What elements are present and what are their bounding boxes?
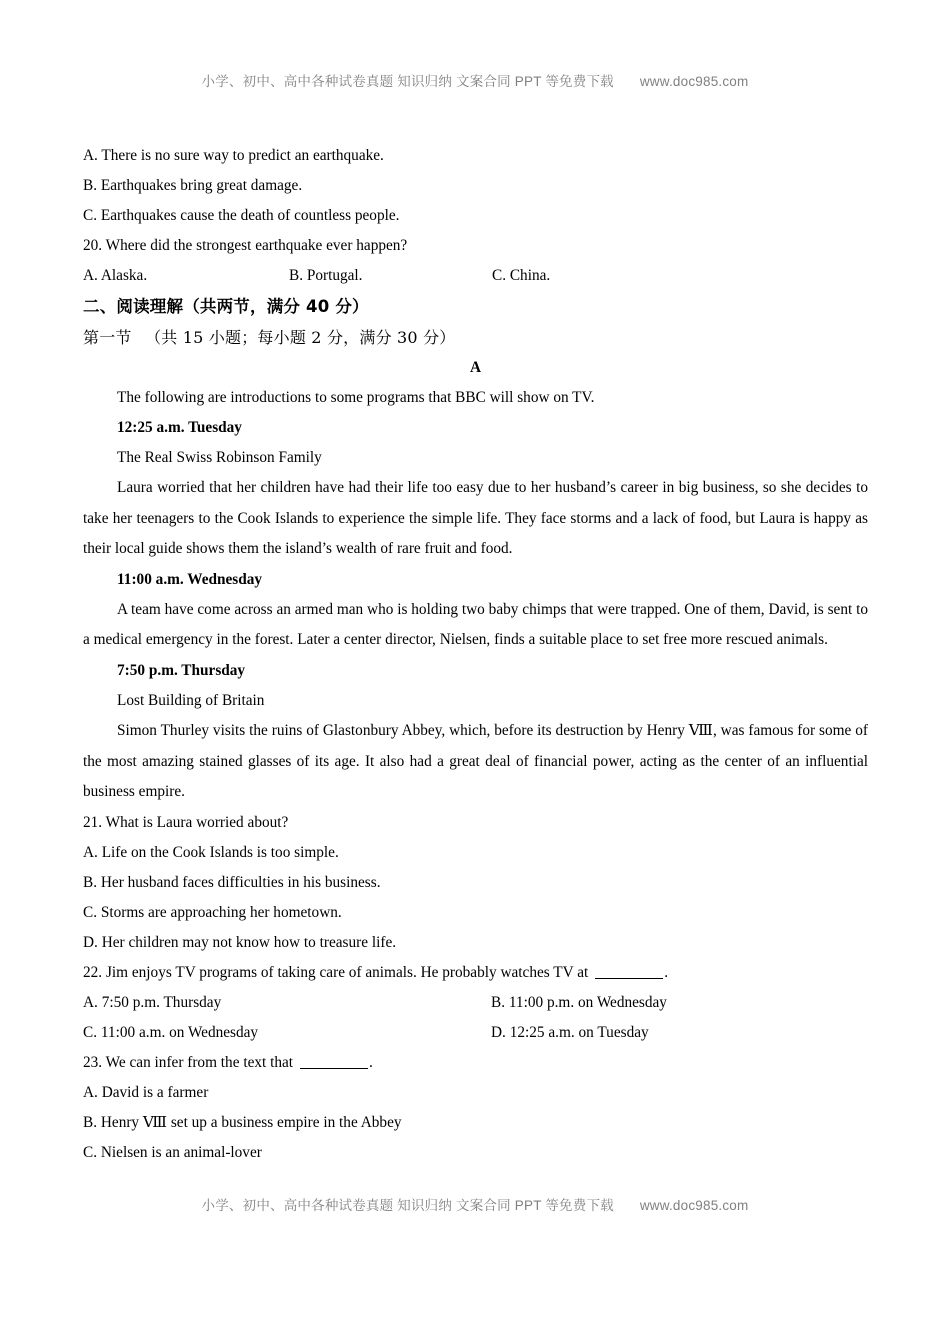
question-stem-21: 21. What is Laura worried about? (83, 813, 289, 831)
program-time-2: 11:00 a.m. Wednesday (117, 570, 263, 588)
option-a: A. 7:50 p.m. Thursday (83, 993, 222, 1011)
program-title-1: The Real Swiss Robinson Family (117, 449, 322, 466)
option-line: C. Storms are approaching her hometown. (83, 903, 342, 921)
watermark-footer (0, 1194, 950, 1214)
option-line: D. Her children may not know how to treasure life. (83, 933, 397, 951)
option-b: B. 11:00 p.m. on Wednesday (491, 993, 667, 1011)
answer-blank-23 (300, 1068, 368, 1069)
passage-label: A (469, 359, 482, 376)
question-stem-22-period: . (664, 963, 669, 981)
program-body-3: Simon Thurley visits the ruins of Glastonbury Abbey, which, before its destruction by Henry Ⅷ, was famous for some of the most amazing stained glasses of its age. It also had a great deal of financial power, acting as the center of an influential business empire. (83, 721, 868, 801)
option-row-22-cd (83, 1018, 868, 1048)
watermark-header-text: 小学、初中、高中各种试卷真题 知识归纳 文案合同 PPT 等免费下载 (201, 74, 614, 89)
program-body-1: Laura worried that her children have had their life too easy due to her husband’s career in big business, so she decides to take her teenagers to the Cook Islands to experience the simple life. They face storms and a lack of food, but Laura is happy as their local guide shows them the island’s wealth of rare fruit and food. (83, 479, 868, 558)
option-row-22-ab (83, 988, 868, 1018)
program-time-3: 7:50 p.m. Thursday (117, 661, 246, 679)
watermark-header (0, 70, 950, 90)
option-line: C. Earthquakes cause the death of countless people. (83, 207, 400, 224)
document-body (83, 141, 868, 1168)
option-line: A. Life on the Cook Islands is too simple. (83, 843, 339, 861)
option-c: C. China. (492, 267, 551, 284)
watermark-footer-url: www.doc985.com (639, 1198, 749, 1213)
option-a: A. Alaska. (83, 267, 148, 284)
option-line: B. Earthquakes bring great damage. (83, 177, 303, 194)
section-subheading: 第一节 （共 15 小题；每小题 2 分，满分 30 分） (83, 328, 456, 347)
question-stem-22-text: 22. Jim enjoys TV programs of taking care of animals. He probably watches TV at (83, 963, 589, 981)
section-heading: 二、阅读理解（共两节，满分 40 分） (83, 297, 369, 316)
question-stem-23-text: 23. We can infer from the text that (83, 1053, 294, 1071)
watermark-header-url: www.doc985.com (639, 74, 749, 89)
question-stem-23 (83, 1048, 868, 1078)
question-stem-22 (83, 958, 868, 988)
program-time-1: 12:25 a.m. Tuesday (117, 419, 242, 436)
option-line: C. Nielsen is an animal-lover (83, 1143, 262, 1161)
option-c: C. 11:00 a.m. on Wednesday (83, 1023, 259, 1041)
option-line: B. Henry Ⅷ set up a business empire in the Abbey (83, 1113, 402, 1131)
question-stem-20: 20. Where did the strongest earthquake ever happen? (83, 237, 408, 254)
option-line: A. David is a farmer (83, 1083, 209, 1101)
program-title-3: Lost Building of Britain (117, 691, 265, 709)
answer-blank-22 (595, 978, 663, 979)
option-d: D. 12:25 a.m. on Tuesday (491, 1023, 649, 1041)
watermark-footer-text: 小学、初中、高中各种试卷真题 知识归纳 文案合同 PPT 等免费下载 (201, 1198, 614, 1213)
program-body-2: A team have come across an armed man who is holding two baby chimps that were trapped. One of them, David, is sent to a medical emergency in the forest. Later a center director, Nielsen, finds a suitable place to set free more rescued animals. (83, 600, 868, 649)
passage-intro: The following are introductions to some programs that BBC will show on TV. (117, 389, 595, 406)
option-line: A. There is no sure way to predict an earthquake. (83, 147, 384, 164)
option-b: B. Portugal. (289, 267, 363, 284)
option-line: B. Her husband faces difficulties in his business. (83, 873, 381, 891)
question-stem-23-period: . (369, 1053, 373, 1071)
option-row-20 (83, 261, 868, 291)
